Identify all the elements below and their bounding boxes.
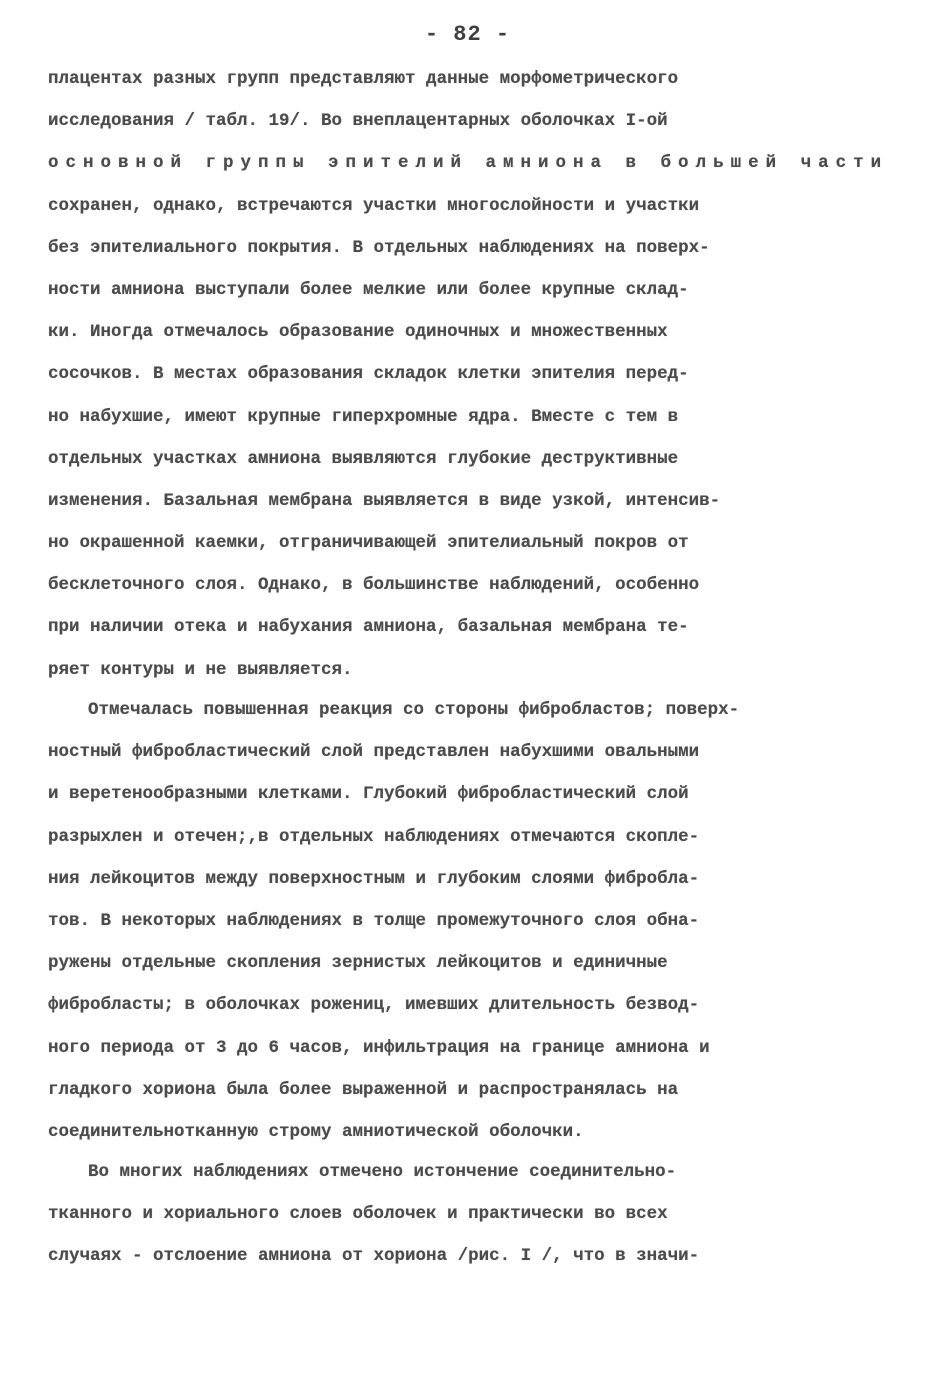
- text-line: разрыхлен и отечен;,в отдельных наблюдениях отмечаются скопле-: [48, 826, 700, 847]
- text-line: без эпителиального покрытия. В отдельных наблюдениях на поверх-: [48, 237, 710, 258]
- text-line: отдельных участках амниона выявляются глубокие деструктивные: [48, 448, 679, 469]
- text-line: сохранен, однако, встречаются участки многослойности и участки: [48, 195, 700, 216]
- text-line: сосочков. В местах образования складок клетки эпителия перед-: [48, 364, 689, 385]
- text-line: изменения. Базальная мембрана выявляется в виде узкой, интенсив-: [48, 490, 721, 511]
- text-line: гладкого хориона была более выраженной и распространялась на: [48, 1079, 679, 1100]
- text-line: но окрашенной каемки, отграничивающей эпителиальный покров от: [48, 533, 689, 554]
- text-line: но набухшие, имеют крупные гиперхромные ядра. Вместе с тем в: [48, 406, 679, 427]
- text-line: тов. В некоторых наблюдениях в толще промежуточного слоя обна-: [48, 910, 700, 931]
- text-line: Во многих наблюдениях отмечено истончение соединительно-: [88, 1162, 677, 1182]
- paragraph-1: [48, 58, 893, 691]
- text-line: исследования / табл. 19/. Во внеплацентарных оболочках I-ой: [48, 111, 668, 132]
- text-line: тканного и хориального слоев оболочек и практически во всех: [48, 1204, 668, 1225]
- text-line: плацентах разных групп представляют данные морфометрического: [48, 69, 679, 89]
- text-line: случаях - отслоение амниона от хориона /рис. I /, что в значи-: [48, 1246, 700, 1267]
- paragraph-3: [48, 1151, 893, 1278]
- text-line: ностный фибробластический слой представлен набухшими овальными: [48, 742, 700, 763]
- page-number: - 82 -: [424, 22, 511, 47]
- text-line: ки. Иногда отмечалось образование одиночных и множественных: [48, 322, 668, 343]
- text-line: и веретенообразными клетками. Глубокий фибробластический слой: [48, 784, 689, 805]
- text-line: фибробласты; в оболочках рожениц, имевших длительность безвод-: [48, 995, 700, 1016]
- text-line: Отмечалась повышенная реакция со стороны фибробластов; поверх-: [88, 700, 740, 720]
- text-line: ружены отдельные скопления зернистых лейкоцитов и единичные: [48, 953, 668, 974]
- text-line: ного периода от 3 до 6 часов, инфильтрация на границе амниона и: [48, 1037, 710, 1058]
- text-line: соединительнотканную строму амниотической оболочки.: [48, 1121, 584, 1142]
- text-line: ности амниона выступали более мелкие или более крупные склад-: [48, 279, 689, 300]
- text-line: ряет контуры и не выявляется.: [48, 659, 353, 680]
- text-line: бесклеточного слоя. Однако, в большинстве наблюдений, особенно: [48, 575, 700, 596]
- paragraph-2: [48, 689, 893, 1153]
- text-line: ния лейкоцитов между поверхностным и глубоким слоями фибробла-: [48, 868, 700, 889]
- text-line: основной группы эпителий амниона в большей части: [48, 153, 889, 174]
- text-line: при наличии отека и набухания амниона, базальная мембрана те-: [48, 617, 689, 638]
